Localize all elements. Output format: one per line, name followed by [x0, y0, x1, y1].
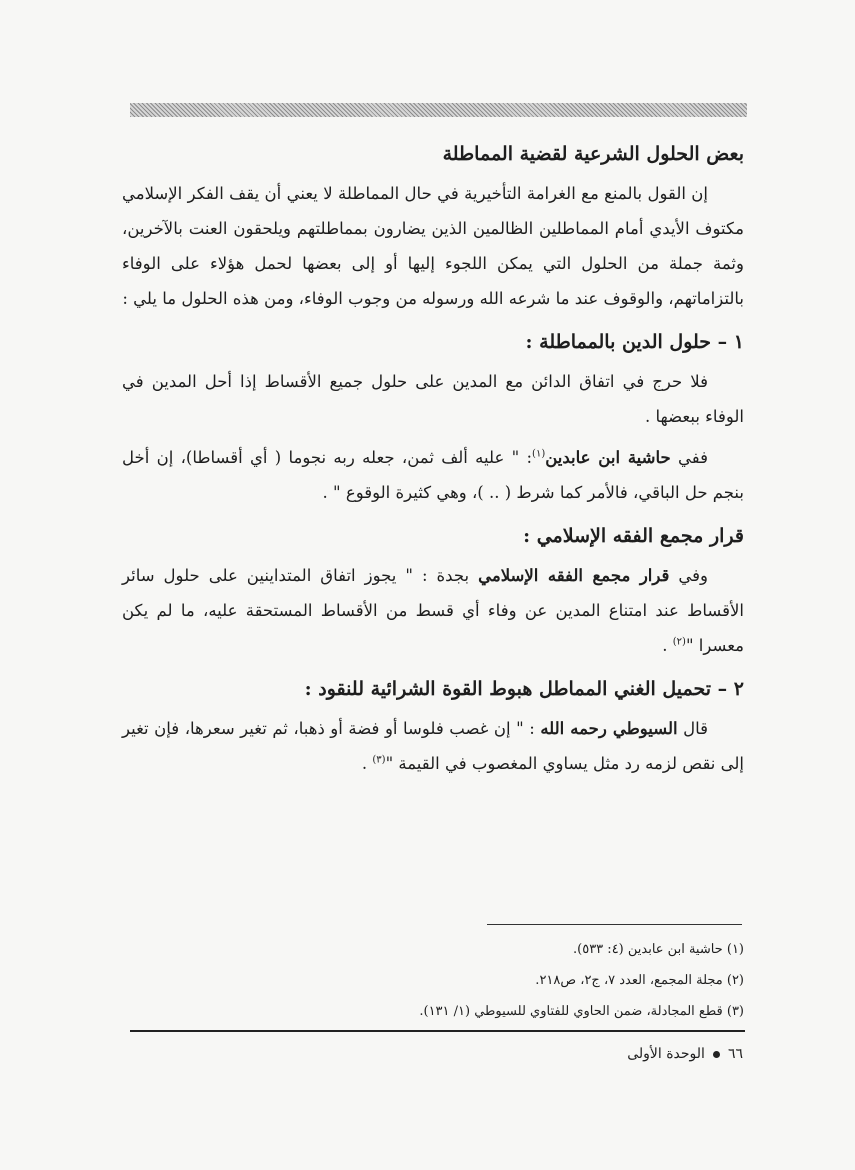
footnote-marker-1: (١): [532, 448, 546, 460]
section-2-paragraph: [122, 711, 744, 781]
fiqh-academy-subheading: قرار مجمع الفقه الإسلامي :: [523, 525, 744, 547]
page-footer: [500, 1046, 743, 1062]
bullet-icon: [713, 1051, 720, 1058]
main-content: [122, 128, 744, 781]
footnote-marker-3: (٣): [372, 754, 386, 766]
footnotes: [122, 934, 744, 1027]
footnote-2: (٢) مجلة المجمع، العدد ٧، ج٢، ص٢١٨.: [535, 973, 744, 988]
para2-rest: : " عليه ألف ثمن، جعله ربه نجوما ( أي أقساطا)، إن أخل بنجم حل الباقي، فالأمر كما شرط ( .. )، وهي كثيرة الوقوع " .: [122, 448, 744, 502]
page-number: ٦٦: [727, 1046, 743, 1062]
main-heading: بعض الحلول الشرعية لقضية المماطلة: [442, 143, 744, 165]
footer-rule: [130, 1030, 745, 1032]
section-1-paragraph-2: [122, 440, 744, 510]
unit-title: الوحدة الأولى: [627, 1046, 705, 1062]
footnote-3: (٣) قطع المجادلة، ضمن الحاوي للفتاوي للسيوطي (١/ ١٣١).: [419, 1004, 744, 1019]
section-1-paragraph-1: فلا حرج في اتفاق الدائن مع المدين على حلول جميع الأقساط إذا أحل المدين في الوفاء ببعضها .: [122, 372, 744, 426]
intro-paragraph: إن القول بالمنع مع الغرامة التأخيرية في حال المماطلة لا يعني أن يقف الفكر الإسلامي مكتوف الأيدي أمام المماطلين الظالمين الذين يضارون بمماطلتهم ويلحقون العنت بالآخرين، وثمة جملة من الحلول التي يمكن اللجوء إليها أو إلى بعضها لحمل هؤلاء على الوفاء بالتزاماتهم، والوقوف عند ما شرعه الله ورسوله من وجوب الوفاء، ومن هذه الحلول ما يلي :: [122, 184, 744, 308]
section2-end: .: [361, 754, 373, 773]
section2-prefix: قال: [677, 719, 708, 738]
para2-prefix: ففي: [670, 448, 708, 467]
fiqh-academy-ref: قرار مجمع الفقه الإسلامي: [478, 566, 670, 585]
footnote-marker-2: (٢): [672, 636, 686, 648]
section-2-title: ٢ – تحميل الغني المماطل هبوط القوة الشرائية للنقود :: [304, 678, 744, 700]
header-pattern-rule: [130, 103, 747, 117]
section2-rest: : " إن غصب فلوسا أو فضة أو ذهبا، ثم تغير سعرها، فإن تغير إلى نقص لزمه رد مثل يساوي المغصوب في القيمة ": [122, 719, 744, 773]
footnote-separator: [487, 924, 742, 925]
section-1-title: ١ – حلول الدين بالمماطلة :: [525, 331, 744, 353]
para3-end: .: [662, 636, 673, 655]
footnote-1: (١) حاشية ابن عابدين (٤: ٥٣٣).: [573, 942, 744, 957]
section-1-paragraph-3: [122, 558, 744, 663]
ibn-abidin-ref: حاشية ابن عابدين: [545, 448, 671, 467]
suyuti-ref: السيوطي رحمه الله: [540, 719, 678, 738]
para3-prefix: وفي: [669, 566, 709, 585]
para3-rest: بجدة : " يجوز اتفاق المتداينين على حلول سائر الأقساط عند امتناع المدين عن وفاء أي قسط من الأقساط المستحقة عليه، ما لم يكن معسرا ": [122, 566, 744, 655]
